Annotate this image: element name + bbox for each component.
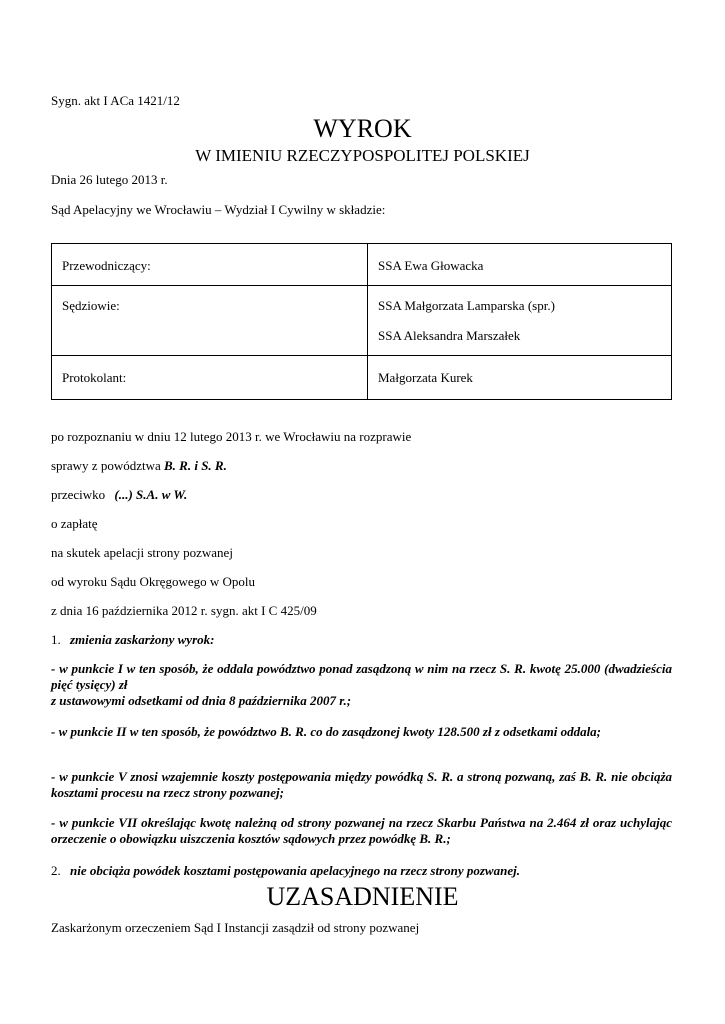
- proceedings-line: z dnia 16 października 2012 r. sygn. akt I C 425/09: [51, 603, 317, 618]
- table-row: [52, 286, 672, 356]
- ruling-item-1: 1. zmienia zaskarżony wyrok:: [51, 632, 215, 647]
- ruling-item-2: 2. nie obciąża powódek kosztami postępowania apelacyjnego na rzecz strony pozwanej.: [51, 863, 520, 878]
- judges-label: Sędziowie:: [52, 286, 368, 356]
- proceedings-defendant: przeciwko (...) S.A. w W.: [51, 487, 188, 502]
- case-signature: Sygn. akt I ACa 1421/12: [51, 93, 180, 108]
- judge-name: SSA Aleksandra Marszałek: [378, 328, 521, 343]
- judges-names: [368, 286, 672, 356]
- ruling-date: Dnia 26 lutego 2013 r.: [51, 172, 168, 187]
- plaintiffs: B. R. i S. R.: [164, 458, 227, 473]
- defendant: (...) S.A. w W.: [114, 487, 188, 502]
- court-composition-table: [51, 243, 672, 400]
- court-name: Sąd Apelacyjny we Wrocławiu – Wydział I Cywilny w składzie:: [51, 202, 386, 217]
- proceedings-parties: sprawy z powództwa B. R. i S. R.: [51, 458, 227, 473]
- proceedings-line: na skutek apelacji strony pozwanej: [51, 545, 233, 560]
- justification-first-line: Zaskarżonym orzeczeniem Sąd I Instancji zasądził od strony pozwanej: [51, 920, 420, 935]
- chair-label: Przewodniczący:: [52, 244, 368, 286]
- proceedings-line: po rozpoznaniu w dniu 12 lutego 2013 r. we Wrocławiu na rozprawie: [51, 429, 412, 444]
- clerk-label: Protokolant:: [52, 356, 368, 400]
- ruling-point-ii: - w punkcie II w ten sposób, że powództwo B. R. co do zasądzonej kwoty 128.500 zł z odsetkami oddala;: [51, 724, 602, 739]
- clerk-name: Małgorzata Kurek: [368, 356, 672, 400]
- justification-title: UZASADNIENIE: [266, 882, 459, 911]
- chair-name: SSA Ewa Głowacka: [368, 244, 672, 286]
- document-title: WYROK: [313, 114, 412, 143]
- ruling-point-v: - w punkcie V znosi wzajemnie koszty postępowania między powódką S. R. a stroną pozwaną, zaś B. R. nie obciąża kosztami procesu na rzecz strony pozwanej;: [51, 769, 672, 800]
- ruling-point-vii: - w punkcie VII określając kwotę należną od strony pozwanej na rzecz Skarbu Państwa na 2.464 zł oraz uchylając orzeczenie o obowiązku uiszczenia kosztów sądowych przez powódkę B. R.;: [51, 815, 672, 846]
- proceedings-line: od wyroku Sądu Okręgowego w Opolu: [51, 574, 256, 589]
- proceedings-line: o zapłatę: [51, 516, 98, 531]
- table-row: [52, 244, 672, 286]
- ruling-point-i: - w punkcie I w ten sposób, że oddala powództwo ponad zasądzoną w nim na rzecz S. R. kwotę 25.000 (dwadzieścia pięć tysięcy) zł z ustawowymi odsetkami od dnia 8 października 2007 r.;: [51, 661, 672, 708]
- table-row: [52, 356, 672, 400]
- document-subtitle: W IMIENIU RZECZYPOSPOLITEJ POLSKIEJ: [195, 146, 530, 165]
- judge-name: SSA Małgorzata Lamparska (spr.): [378, 298, 555, 313]
